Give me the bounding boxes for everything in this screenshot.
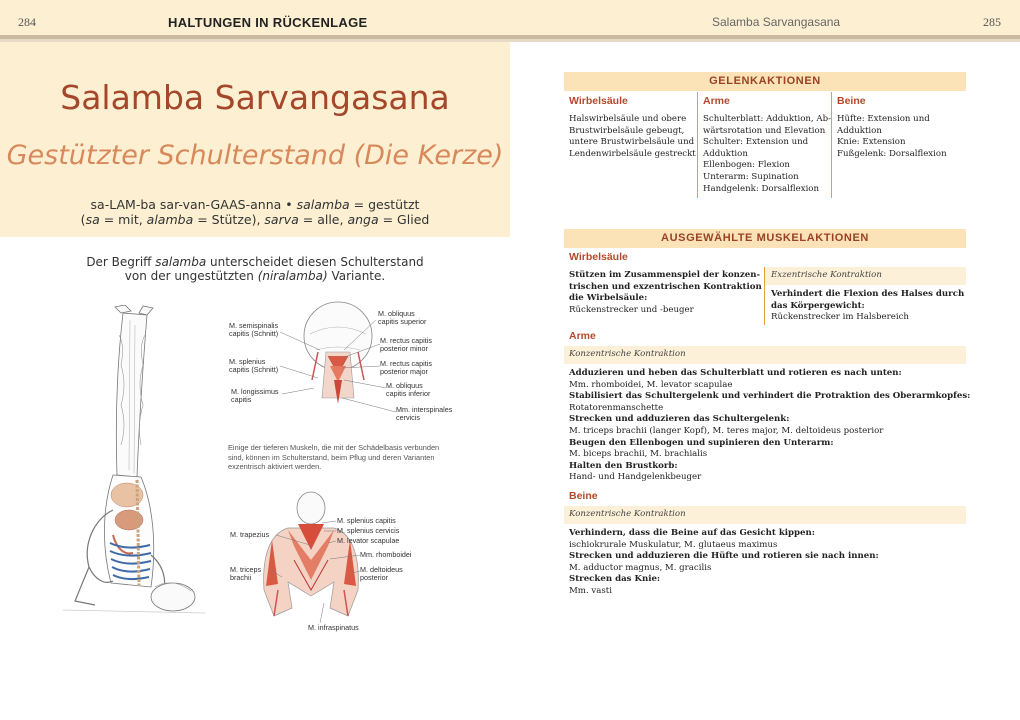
- column-divider: [831, 92, 832, 198]
- label-rectus-major: M. rectus capitis posterior major: [380, 359, 432, 376]
- label-rhomboidei: Mm. rhomboidei: [360, 550, 412, 559]
- running-title: Salamba Sarvangasana: [712, 15, 841, 29]
- label-obliquus-superior: M. obliquus capitis superior: [378, 309, 427, 326]
- joint-col-head-legs: Beine: [837, 95, 866, 107]
- eccentric-label: Exzentrische Kontraktion: [771, 270, 882, 280]
- figure2-leader-lines: [270, 515, 370, 627]
- figure1-caption: Einige der tieferen Muskeln, die mit der Schädelbasis verbunden sind, können im Schulterstand, beim Pflug und deren Varianten exzentrisch aktiviert werden.: [228, 443, 440, 471]
- joint-actions-header: GELENKAKTIONEN: [564, 72, 966, 91]
- column-divider: [697, 92, 698, 198]
- label-longissimus: M. longissimus capitis: [231, 387, 279, 404]
- page-subtitle: Gestützter Schulterstand (Die Kerze): [6, 140, 504, 171]
- joint-spine-text: Halswirbelsäule und obere Brustwirbelsäule gebeugt, untere Brustwirbelsäule und Lendenwirbelsäule gestreckt: [569, 114, 696, 159]
- label-levator-scapulae: M. levator scapulae: [337, 536, 400, 545]
- page-header: [0, 0, 1020, 35]
- joint-col-head-arms: Arme: [703, 95, 730, 107]
- legs-concentric-label: Konzentrische Kontraktion: [569, 509, 686, 519]
- spine-eccentric-block: Verhindert die Flexion des Halses durch das Körpergewicht: Rückenstrecker im Halsbereich: [771, 289, 965, 323]
- arms-concentric-label: Konzentrische Kontraktion: [569, 349, 686, 359]
- figure1-leader-lines: [270, 320, 400, 420]
- pronunciation-line-1: sa-LAM-ba sar-van-GAAS-anna • salamba = gestützt: [90, 197, 420, 212]
- muscle-section-arms: Arme: [569, 330, 596, 342]
- spine-concentric-block: Stützen im Zusammenspiel der konzen- trischen und exzentrischen Kontraktion die Wirbelsäule: Rückenstrecker und -beuger: [569, 270, 762, 315]
- arms-actions-block: Adduzieren und heben das Schulterblatt und rotieren es nach unten: Mm. rhomboidei, M. levator scapulae Stabilisiert das Schultergelenk und verhindert die Protraktion des Oberarmkopfes: Rotatorenmanschette Strecken und adduzieren das Schultergelenk: M. triceps brachii (langer Kopf), M. teres major, M. deltoideus posterior Beugen den Ellenbogen und supinieren den Unterarm: M. biceps brachii, M. brachialis Halten den Brustkorb: Hand- und Handgelenkbeuger: [569, 368, 971, 483]
- label-obliquus-inferior: M. obliquus capitis inferior: [386, 381, 431, 398]
- label-semispinalis: M. semispinalis capitis (Schnitt): [229, 321, 279, 338]
- label-splenius-capitis-2: M. splenius capitis: [337, 516, 396, 525]
- label-deltoideus: M. deltoideus posterior: [360, 565, 403, 582]
- legs-actions-block: Verhindern, dass die Beine auf das Gesicht kippen: ischiokrurale Muskulatur, M. glutaeus maximus Strecken und adduzieren die Hüfte und rotieren sie nach innen: M. adductor magnus, M. gracilis Strecken das Knie: Mm. vasti: [569, 528, 879, 596]
- label-infraspinatus: M. infraspinatus: [308, 623, 359, 632]
- joint-col-head-spine: Wirbelsäule: [569, 95, 628, 107]
- page-title: Salamba Sarvangasana: [60, 78, 450, 117]
- shoulderstand-illustration: [55, 305, 215, 625]
- intro-line-2: von der ungestützten (niralamba) Variante.: [124, 269, 386, 283]
- label-rectus-minor: M. rectus capitis posterior minor: [380, 336, 432, 353]
- left-page-number: 284: [18, 15, 36, 29]
- muscle-section-spine: Wirbelsäule: [569, 251, 628, 263]
- label-splenius-cervicis: M. splenius cervicis: [337, 526, 400, 535]
- pronunciation-line-2: (sa = mit, alamba = Stütze), sarva = alle, anga = Glied: [80, 212, 430, 227]
- joint-legs-text: Hüfte: Extension und Adduktion Knie: Extension Fußgelenk: Dorsalflexion: [837, 114, 947, 159]
- label-trapezius: M. trapezius: [230, 530, 270, 539]
- label-interspinales: Mm. interspinales cervicis: [396, 405, 453, 422]
- muscle-actions-header: AUSGEWÄHLTE MUSKELAKTIONEN: [564, 229, 966, 248]
- label-triceps: M. triceps brachii: [230, 565, 262, 582]
- right-page-number: 285: [983, 15, 1001, 29]
- intro-line-1: Der Begriff salamba unterscheidet diesen Schulterstand: [86, 255, 424, 269]
- joint-arms-text: Schulterblatt: Adduktion, Ab- wärtsrotation und Elevation Schulter: Extension und Adduktion Ellenbogen: Flexion Unterarm: Supination Handgelenk: Dorsalflexion: [703, 114, 832, 194]
- chapter-title: HALTUNGEN IN RÜCKENLAGE: [168, 15, 368, 30]
- muscle-section-legs: Beine: [569, 490, 598, 502]
- label-splenius-capitis: M. splenius capitis (Schnitt): [229, 357, 279, 374]
